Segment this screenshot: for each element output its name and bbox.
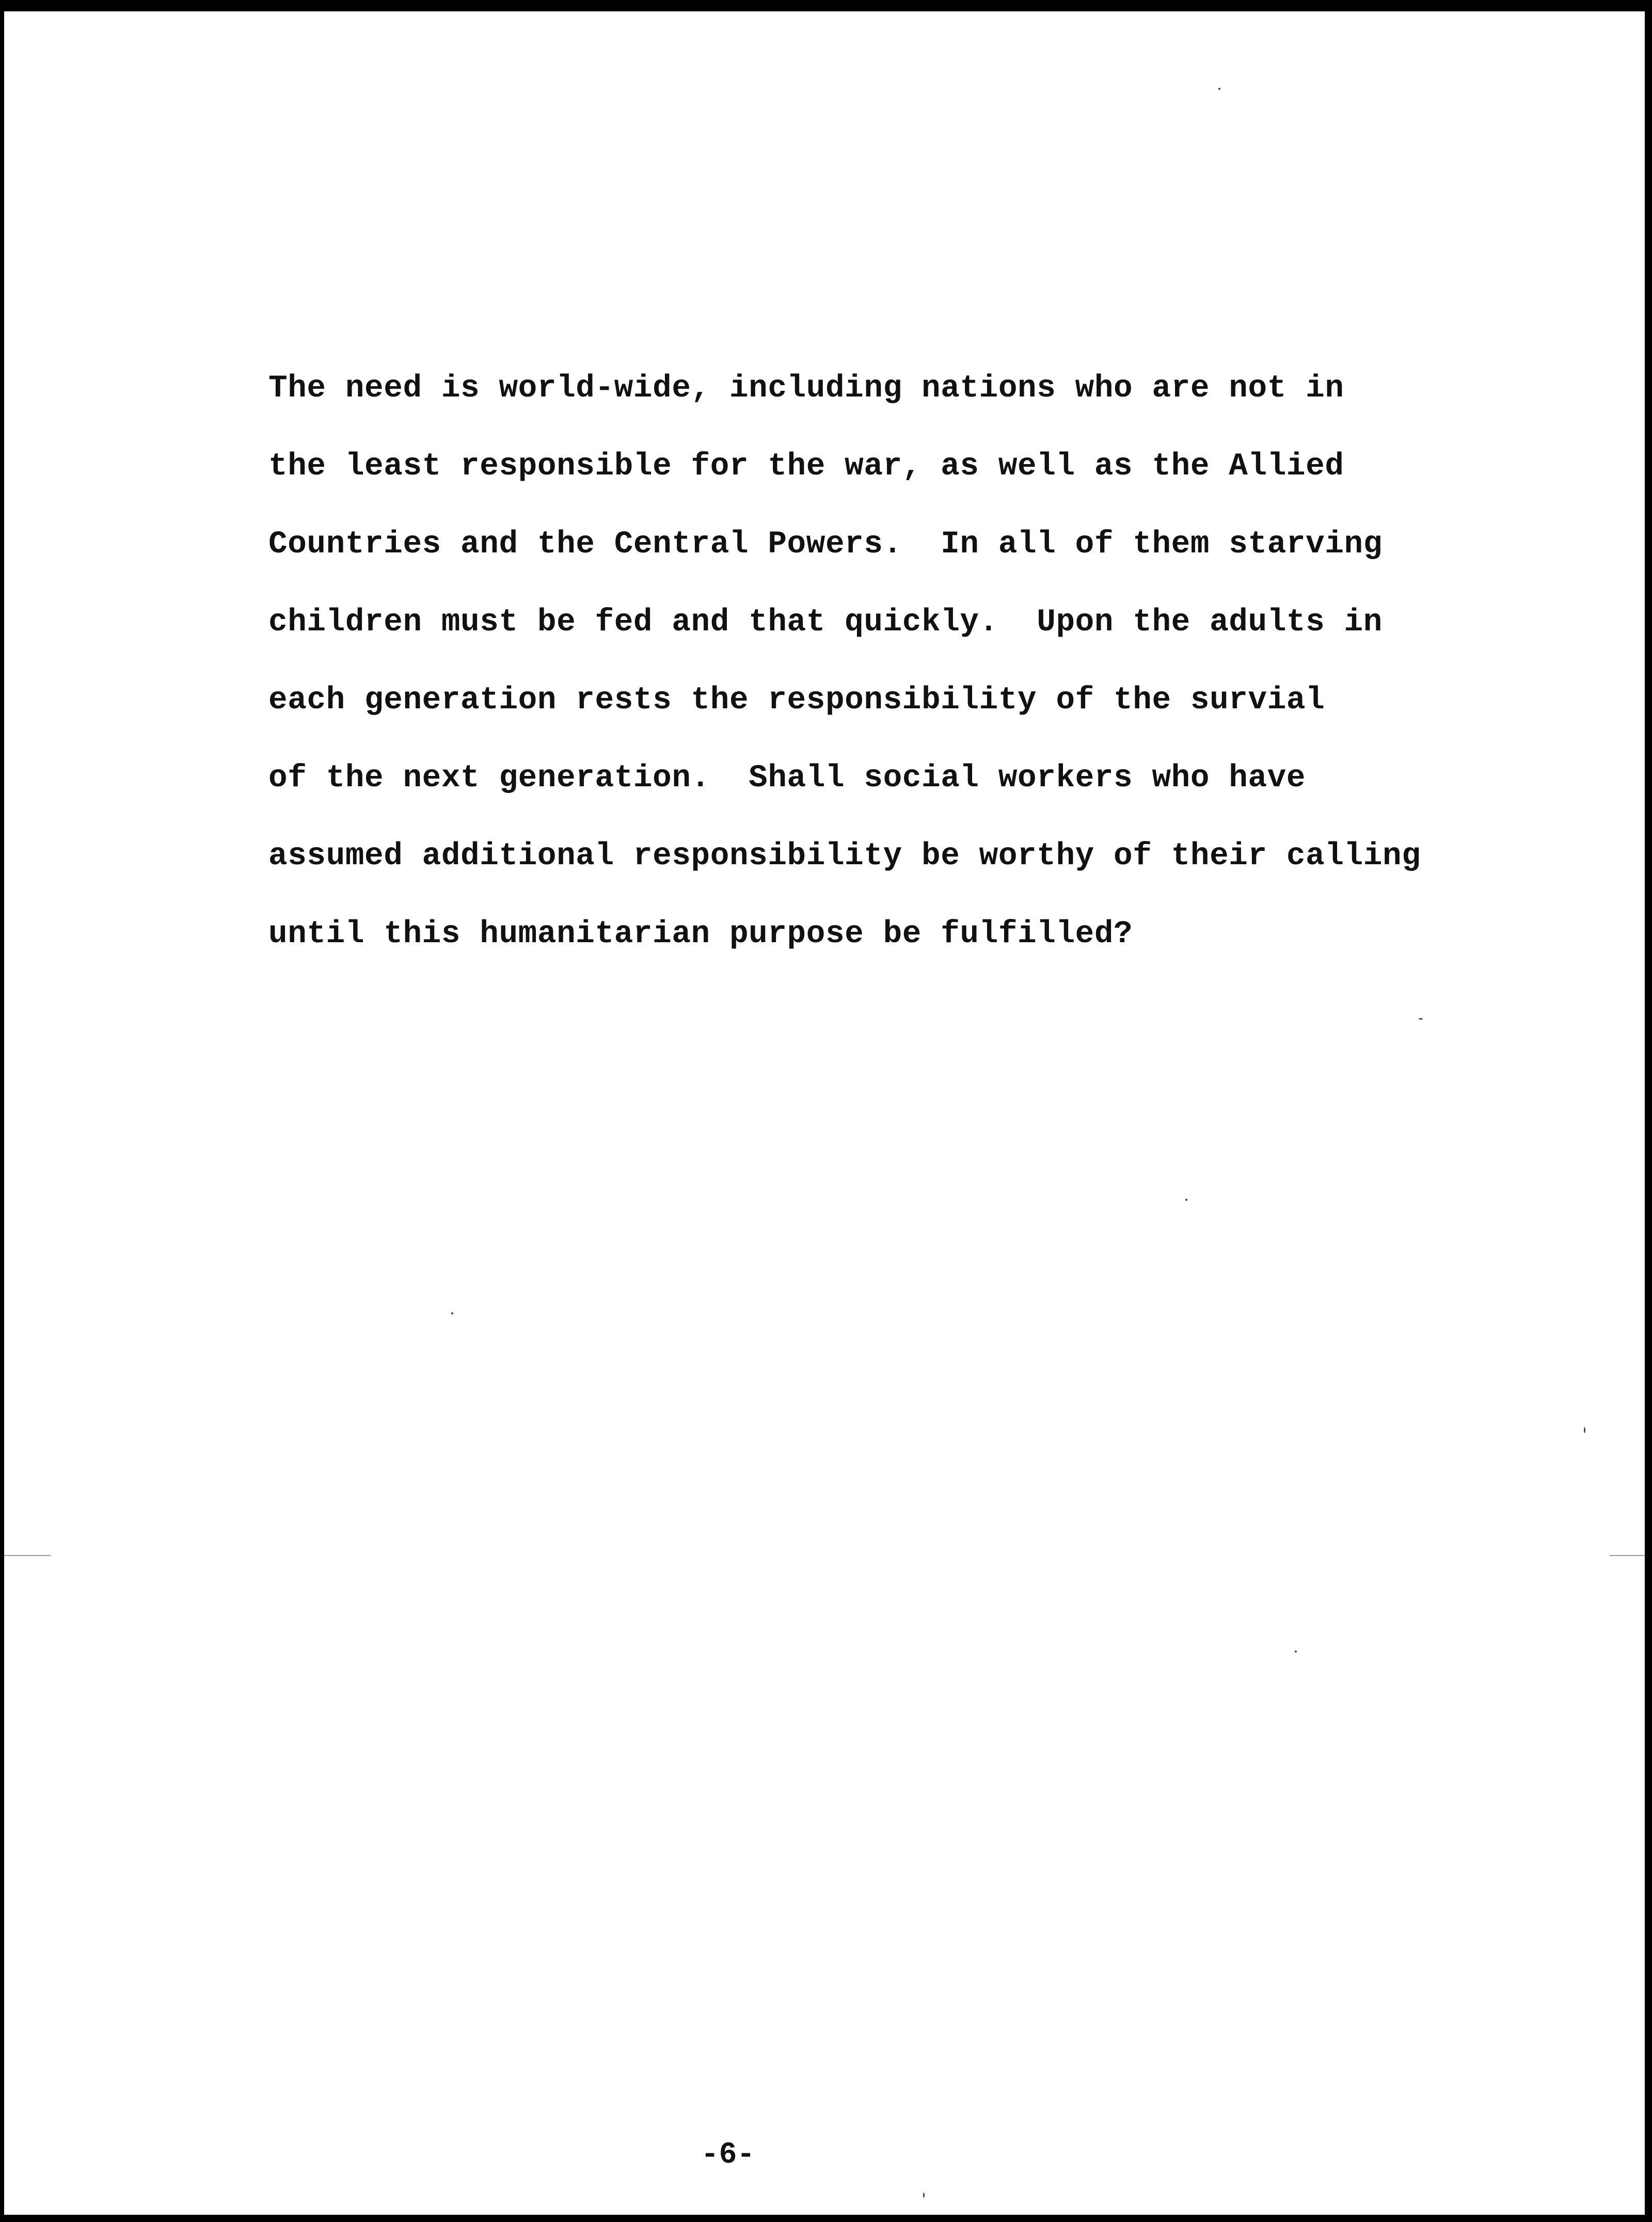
paper-speck — [451, 1312, 453, 1314]
page-number: -6- — [701, 2138, 755, 2172]
paper-speck — [1419, 1018, 1423, 1020]
paper-speck — [923, 2193, 925, 2198]
paragraph-line: the least responsible for the war, as well as the Allied — [268, 449, 1344, 484]
body-paragraph — [268, 350, 1507, 973]
paragraph-line: of the next generation. Shall social workers who have — [268, 760, 1306, 796]
paragraph-line: Countries and the Central Powers. In all of them starving — [268, 527, 1383, 562]
paper-speck — [1218, 88, 1220, 90]
paragraph-line: assumed additional responsibility be worthy of their calling — [268, 838, 1421, 874]
paper-speck — [1295, 1650, 1297, 1653]
paragraph-line: children must be fed and that quickly. Upon the adults in — [268, 605, 1383, 640]
paragraph-line: each generation rests the responsibility of the survial — [268, 683, 1325, 718]
left-fold-mark — [4, 1555, 51, 1556]
paper-speck — [1584, 1427, 1585, 1433]
paragraph-line: until this humanitarian purpose be fulfilled? — [268, 916, 1133, 952]
document-page — [4, 11, 1645, 2215]
paper-speck — [1185, 1199, 1187, 1201]
right-fold-mark — [1610, 1555, 1645, 1556]
paragraph-line: The need is world-wide, including nations who are not in — [268, 371, 1344, 406]
